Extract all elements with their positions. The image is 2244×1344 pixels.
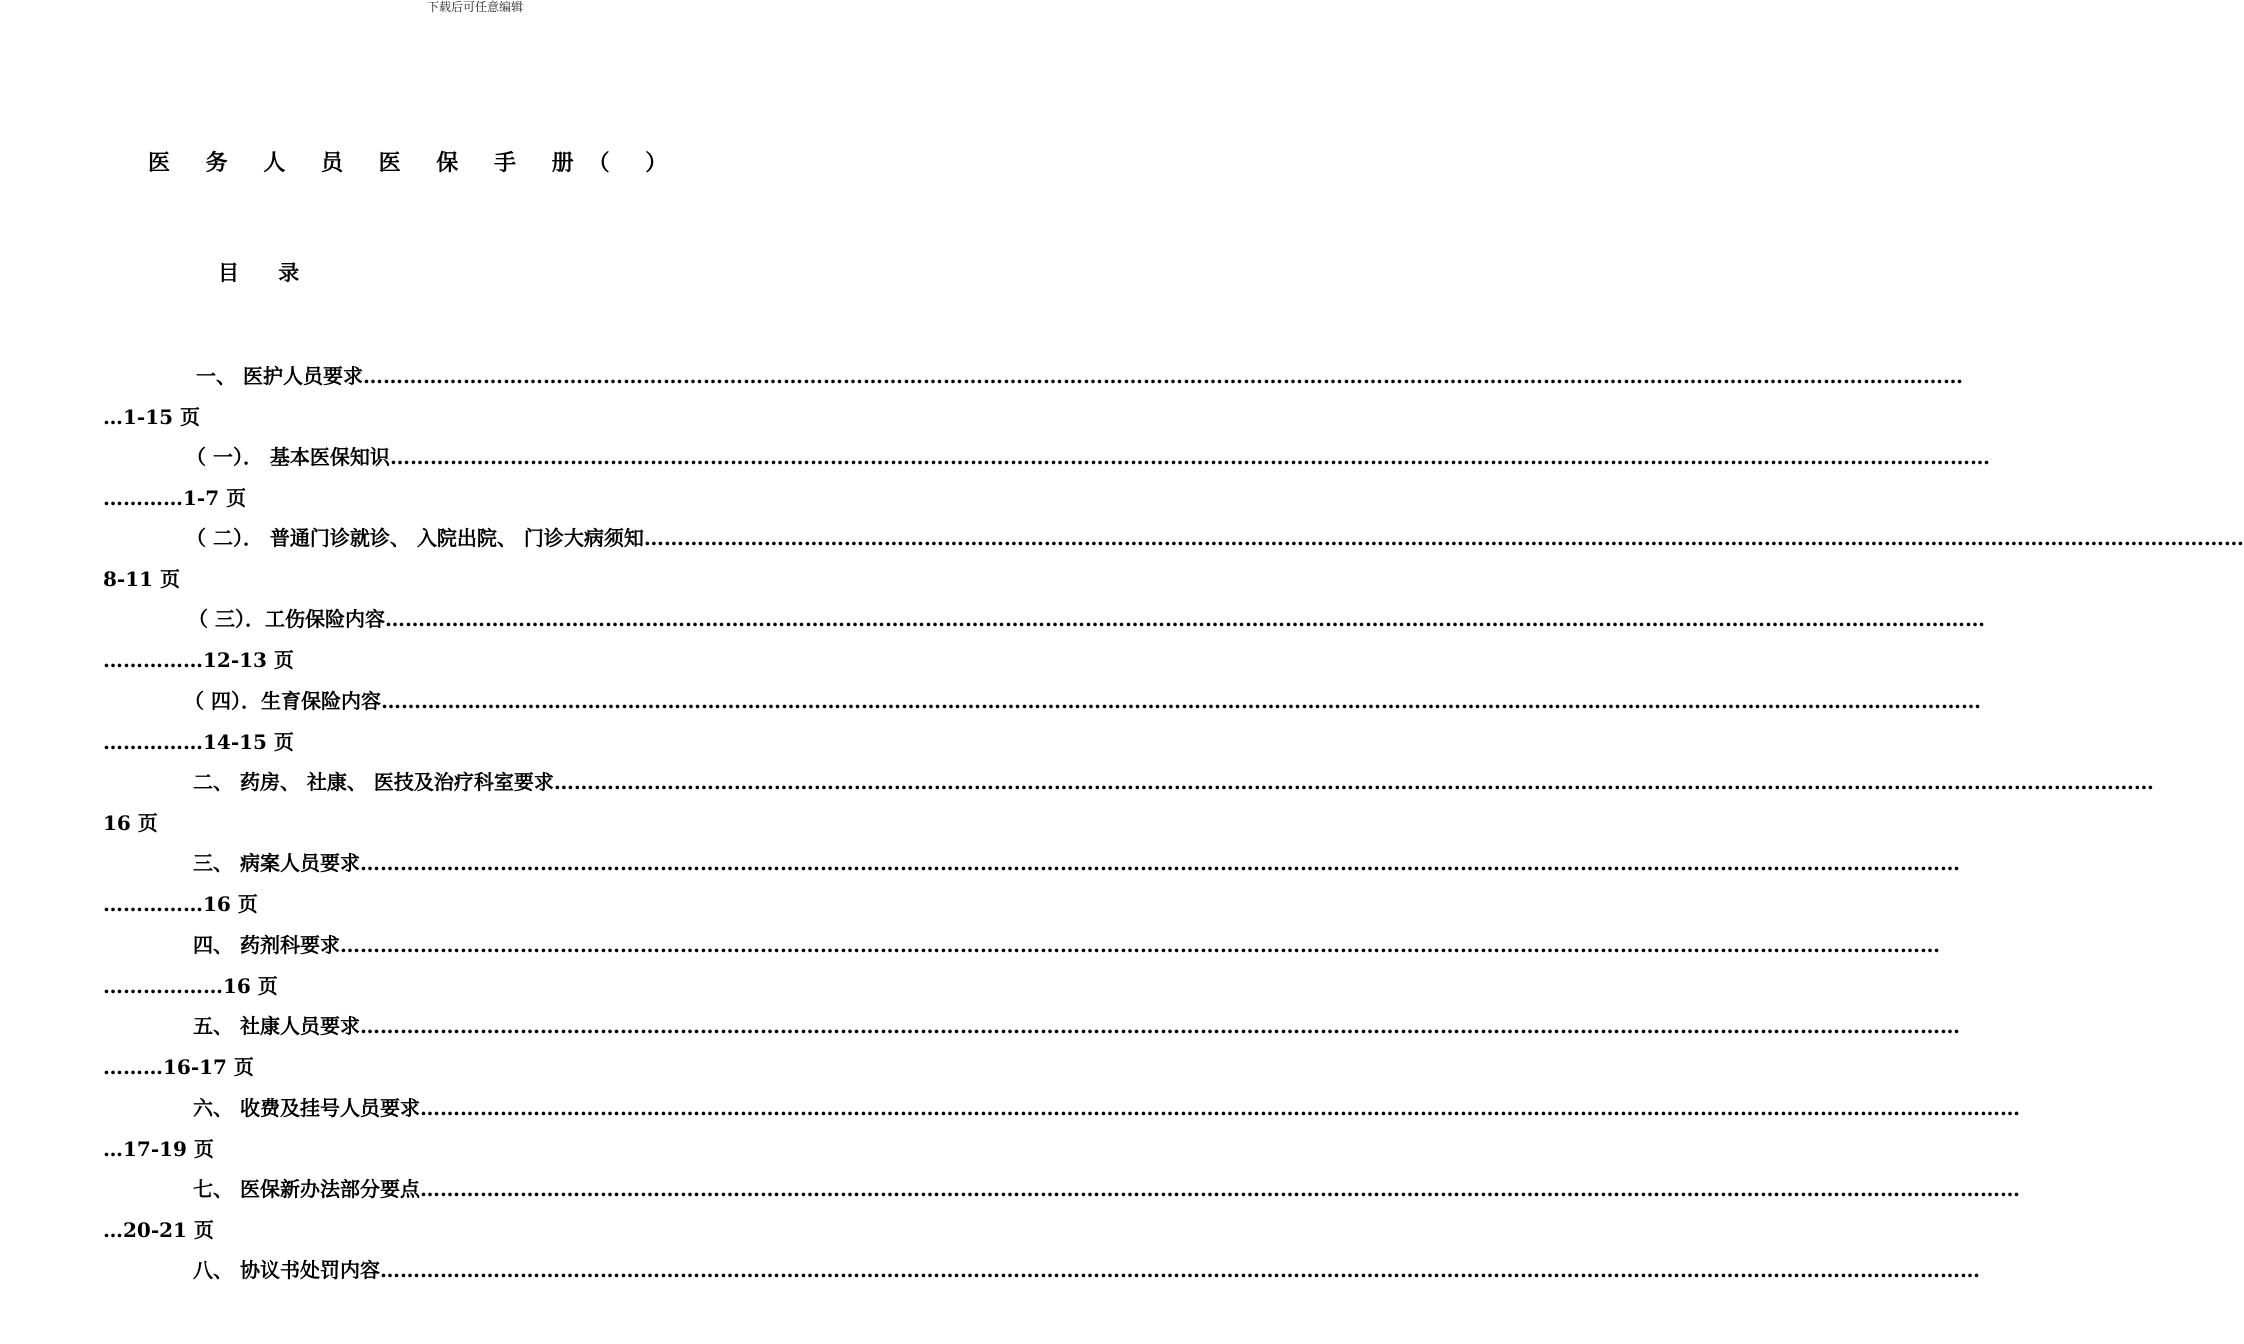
toc-leader-dots: …………………………………………………………………………………………………………………………………………………………………………………………………………………… xyxy=(553,770,2154,794)
toc-leader-dots: …………………………………………………………………………………………………………………………………………………………………………………………………………………… xyxy=(419,1177,2020,1201)
toc-entry-line xyxy=(103,437,1990,478)
toc-entry-page-range: ……………12-13 页 xyxy=(103,648,294,672)
toc-entry-line xyxy=(103,843,1960,884)
toc-entry-line xyxy=(103,1006,1960,1047)
toc-entry-page-range: ……………16 页 xyxy=(103,892,258,916)
toc-entry-line xyxy=(103,518,2244,559)
toc-entry-page-range: …1-15 页 xyxy=(103,405,201,429)
toc-leader-dots: …………………………………………………………………………………………………………………………………………………………………………………………………………………… xyxy=(359,1014,1960,1038)
toc-heading: 目 录 xyxy=(218,260,316,285)
toc-entry xyxy=(103,1006,1960,1088)
toc-leader-dots: …………………………………………………………………………………………………………………………………………………………………………………………………………………… xyxy=(384,607,1985,631)
toc-entry-label: 六、 收费及挂号人员要求 xyxy=(193,1096,420,1120)
toc-entry-label: （ 四）．生育保险内容 xyxy=(184,689,381,713)
toc-entry-page-range: …20-21 页 xyxy=(103,1218,214,1242)
toc-entry-line xyxy=(103,925,1940,966)
toc-leader-dots: …………………………………………………………………………………………………………………………………………………………………………………………………………………… xyxy=(339,933,1940,957)
toc-entry-label: 七、 医保新办法部分要点 xyxy=(193,1177,420,1201)
toc-entry-page-range: 8-11 页 xyxy=(103,567,181,591)
toc-leader-dots: …………………………………………………………………………………………………………………………………………………………………………………………………………………… xyxy=(380,689,1981,713)
toc-entry-page-range: ………16-17 页 xyxy=(103,1055,254,1079)
toc-leader-dots: …………………………………………………………………………………………………………………………………………………………………………………………………………………… xyxy=(362,364,1963,388)
toc-entry-label: （ 一）． 基本医保知识 xyxy=(186,445,390,469)
toc-entry-page-range: …17-19 页 xyxy=(103,1137,214,1161)
toc-entry-label: （ 三）．工伤保险内容 xyxy=(188,607,385,631)
toc-entry-label: 五、 社康人员要求 xyxy=(193,1014,360,1038)
toc-entry xyxy=(103,437,1990,519)
toc-entry xyxy=(103,1088,2020,1170)
toc-entry xyxy=(103,1250,1980,1291)
toc-entry-page-range: ………………16 页 xyxy=(103,974,278,998)
toc-entry-line xyxy=(103,1250,1980,1291)
toc-entry-page-range: 16 页 xyxy=(103,811,158,835)
toc-entry xyxy=(103,762,2154,844)
toc-leader-dots: …………………………………………………………………………………………………………………………………………………………………………………………………………………… xyxy=(419,1096,2020,1120)
toc-leader-dots: …………………………………………………………………………………………………………………………………………………………………………………………………………………… xyxy=(643,526,2244,550)
toc-entry-line xyxy=(103,599,1985,640)
toc-entry-label: 一、 医护人员要求 xyxy=(196,364,363,388)
toc-entry-page-range: …………1-7 页 xyxy=(103,486,247,510)
toc-entry-label: 二、 药房、 社康、 医技及治疗科室要求 xyxy=(193,770,554,794)
toc-entry-line xyxy=(103,762,2154,803)
toc-entry-line xyxy=(103,1088,2020,1129)
toc-entry-line xyxy=(103,356,1963,397)
toc-entry xyxy=(103,1169,2020,1251)
document-title: 医 务 人 员 医 保 手 册（ ） xyxy=(148,150,682,176)
toc-leader-dots: …………………………………………………………………………………………………………………………………………………………………………………………………………………… xyxy=(359,851,1960,875)
toc-entry xyxy=(103,843,1960,925)
toc-entry-line xyxy=(103,681,1981,722)
toc-entry-label: 四、 药剂科要求 xyxy=(193,933,340,957)
toc-entry-label: 八、 协议书处罚内容 xyxy=(193,1258,380,1282)
toc-entry xyxy=(103,356,1963,438)
toc-entry-line xyxy=(103,1169,2020,1210)
toc-leader-dots: …………………………………………………………………………………………………………………………………………………………………………………………………………………… xyxy=(379,1258,1980,1282)
page-header-note: 下载后可任意编辑 xyxy=(426,0,523,14)
toc-entry-label: （ 二）． 普通门诊就诊、 入院出院、 门诊大病须知 xyxy=(186,526,644,550)
toc-entry xyxy=(103,599,1985,681)
toc-entry xyxy=(103,681,1981,763)
toc-entry-page-range: ……………14-15 页 xyxy=(103,730,294,754)
toc-leader-dots: …………………………………………………………………………………………………………………………………………………………………………………………………………………… xyxy=(389,445,1990,469)
toc-entry xyxy=(103,925,1940,1007)
toc-entry-label: 三、 病案人员要求 xyxy=(193,851,360,875)
toc-entry xyxy=(103,518,2244,600)
